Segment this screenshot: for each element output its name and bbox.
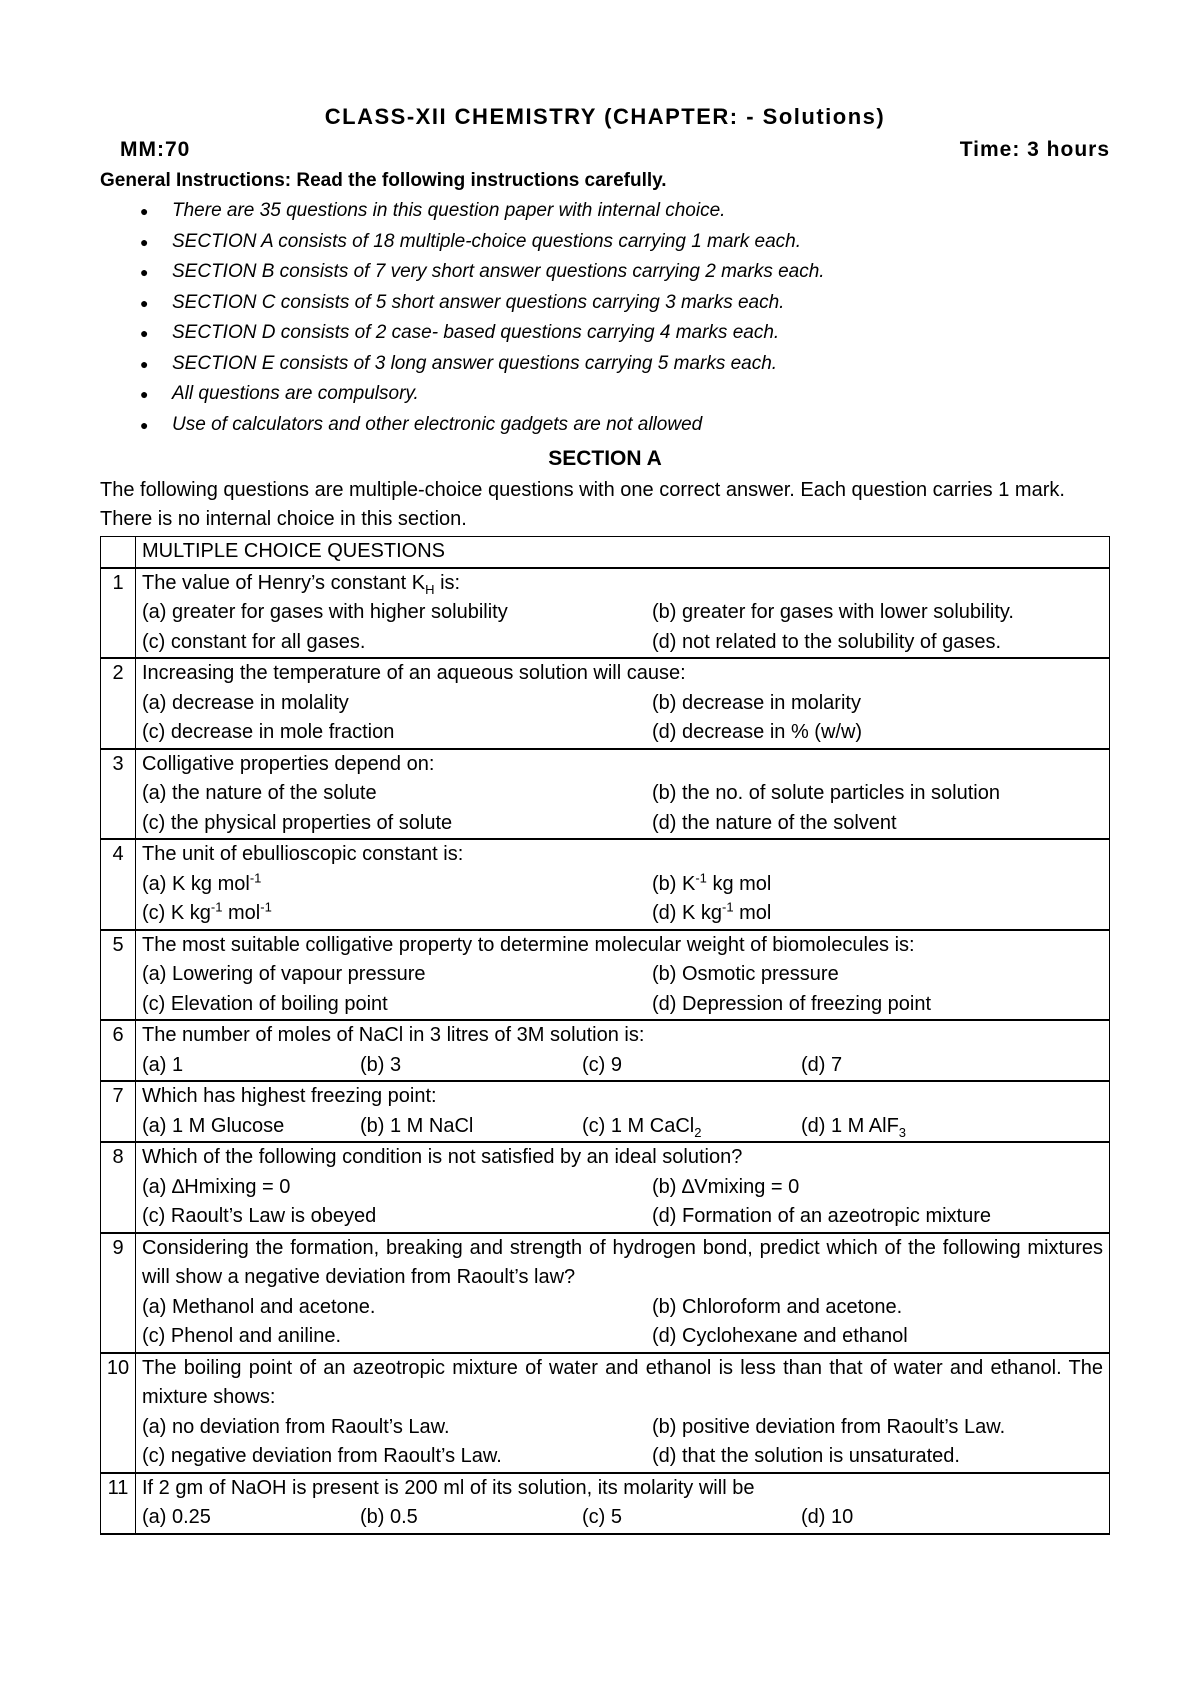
option-d: (d) Depression of freezing point [652,992,932,1015]
question-number: 6 [101,1020,136,1081]
options [142,779,1103,838]
instructions-list [100,196,1110,440]
option-d: (d) that the solution is unsaturated. [652,1445,960,1467]
bullet-icon: ● [140,203,149,219]
question-row [101,658,1110,749]
question-number: 9 [101,1233,136,1353]
bullet-icon: ● [140,233,149,250]
table-header: MULTIPLE CHOICE QUESTIONS [136,537,1110,568]
instructions-heading: General Instructions: Read the following instructions carefully. [100,170,667,191]
option-d: (d) not related to the solubility of gases. [652,630,1002,653]
question-text: The value of Henry’s constant $K_H$ is: [142,571,461,597]
question-text: If 2 gm of NaOH is present is 200 ml of its solution, its molarity will be [142,1476,755,1499]
option-d: (d) 1 M AlF$_3$ [801,1114,907,1140]
question-text: Colligative properties depend on: [142,752,435,775]
option-d: (d) K $kg^{-1}$ mol [652,899,772,924]
option-b: (b) 1 M NaCl [360,1114,474,1137]
question-row [101,1020,1110,1081]
options [142,1413,1103,1472]
option-a: (a) ∆Hmixing = 0 [142,1175,291,1198]
options [142,689,1103,748]
question-row [101,1142,1110,1233]
option-b: (b) 3 [360,1053,402,1076]
option-b: (b) Osmotic pressure [652,963,839,985]
question-text: Increasing the temperature of an aqueous solution will cause: [142,662,686,684]
question-text: Considering the formation, breaking and strength of hydrogen bond, predict which of the following mixtures will show a negative deviation from Raoult’s law? [142,1236,1103,1288]
instruction-item: ● All questions are compulsory. [100,379,1110,410]
options [142,1112,1103,1142]
option-b: (b) $K^{-1}$ kg mol [652,869,772,895]
option-a: (a) 1 [142,1053,184,1076]
option-b: (b) 0.5 [360,1506,418,1528]
option-c: (c) K $kg^{-1}$ mol$^{-1}$ [142,899,272,924]
question-text: Which of the following condition is not satisfied by an ideal solution? [142,1146,743,1168]
bullet-icon: ● [140,355,149,372]
question-number: 1 [101,568,136,659]
option-c: (c) Elevation of boiling point [142,992,388,1015]
question-number: 5 [101,930,136,1021]
option-d: (d) the nature of the solvent [652,811,897,834]
option-b: (b) decrease in molarity [652,691,861,714]
max-marks: MM:70 [120,138,191,161]
instruction-item: ● Use of calculators and other electronic gadgets are not allowed [100,410,1110,441]
question-row [101,1353,1110,1473]
table-header-num-cell [101,537,136,568]
question-row [101,1081,1110,1142]
option-c: (c) constant for all gases. [142,630,366,653]
instruction-item: ● SECTION E consists of 3 long answer questions carrying 5 marks each. [100,349,1110,380]
marks-time-row [100,134,1110,166]
option-a: (a) K kg mol$^{-1}$ [142,869,262,895]
question-text: The most suitable colligative property to determine molecular weight of biomolecules is: [142,933,915,956]
option-a: (a) decrease in molality [142,691,349,714]
question-number: 11 [101,1473,136,1534]
question-row [101,568,1110,659]
question-text: The unit of ebullioscopic constant is: [142,843,464,865]
time-allowed: Time: 3 hours [959,138,1110,161]
bullet-icon: ● [140,325,149,341]
mcq-table [100,536,1110,1535]
question-number: 8 [101,1142,136,1233]
option-b: (b) positive deviation from Raoult’s Law. [652,1415,1006,1438]
bullet-icon: ● [140,386,149,402]
instruction-item: ● SECTION C consists of 5 short answer questions carrying 3 marks each. [100,288,1110,319]
paper-title: CLASS-XII CHEMISTRY (CHAPTER: - Solutions) [324,104,886,129]
option-b: (b) the no. of solute particles in solution [652,782,1000,804]
option-a: (a) 1 M Glucose [142,1114,285,1137]
option-c: (c) 1 M CaCl$_2$ [582,1114,702,1140]
options [142,870,1103,929]
bullet-icon: ● [140,264,149,280]
section-a-title: SECTION A [548,447,662,470]
question-row [101,1233,1110,1353]
options [142,1503,1103,1533]
options [142,1051,1103,1081]
bullet-icon: ● [140,416,149,433]
bullet-icon: ● [140,294,149,311]
question-text: Which has highest freezing point: [142,1085,437,1107]
option-a: (a) Methanol and acetone. [142,1295,376,1318]
option-d: (d) Formation of an azeotropic mixture [652,1205,992,1227]
instruction-item: ● SECTION A consists of 18 multiple-choice questions carrying 1 mark each. [100,227,1110,258]
table-header-row [101,537,1110,568]
option-c: (c) 9 [582,1053,622,1076]
option-a: (a) greater for gases with higher solubility [142,601,508,623]
options [142,960,1103,1019]
question-paper-page [100,100,1110,1535]
question-text: The boiling point of an azeotropic mixture of water and ethanol is less than that of water and ethanol. The mixture shows: [142,1356,1103,1408]
option-d: (d) 10 [801,1506,854,1528]
option-b: (b) ∆Vmixing = 0 [652,1175,800,1198]
option-c: (c) the physical properties of solute [142,811,453,834]
options [142,1173,1103,1232]
question-row [101,749,1110,840]
option-a: (a) no deviation from Raoult’s Law. [142,1415,450,1438]
instruction-item: ● There are 35 questions in this question paper with internal choice. [100,196,1110,227]
option-c: (c) negative deviation from Raoult’s Law. [142,1445,502,1467]
instruction-item: ● SECTION D consists of 2 case- based questions carrying 4 marks each. [100,318,1110,349]
option-b: (b) Chloroform and acetone. [652,1295,903,1318]
question-number: 3 [101,749,136,840]
option-a: (a) 0.25 [142,1506,211,1528]
option-b: (b) greater for gases with lower solubility. [652,601,1014,623]
question-text: The number of moles of NaCl in 3 litres of 3M solution is: [142,1024,645,1046]
options [142,1293,1103,1352]
option-c: (c) Raoult’s Law is obeyed [142,1205,377,1227]
question-row [101,839,1110,930]
option-d: (d) decrease in % (w/w) [652,721,863,743]
section-a-description: The following questions are multiple-choice questions with one correct answer. Each question carries 1 mark. There is no internal choice in this section. [100,479,1065,530]
option-c: (c) Phenol and aniline. [142,1325,342,1347]
question-row [101,930,1110,1021]
question-number: 7 [101,1081,136,1142]
question-number: 4 [101,839,136,930]
question-number: 2 [101,658,136,749]
option-d: (d) Cyclohexane and ethanol [652,1325,908,1347]
question-row [101,1473,1110,1534]
option-c: (c) 5 [582,1506,622,1528]
question-number: 10 [101,1353,136,1473]
options [142,598,1103,657]
option-c: (c) decrease in mole fraction [142,721,395,743]
option-a: (a) the nature of the solute [142,782,377,804]
option-d: (d) 7 [801,1053,843,1076]
instruction-item: ● SECTION B consists of 7 very short answer questions carrying 2 marks each. [100,257,1110,288]
option-a: (a) Lowering of vapour pressure [142,963,426,985]
